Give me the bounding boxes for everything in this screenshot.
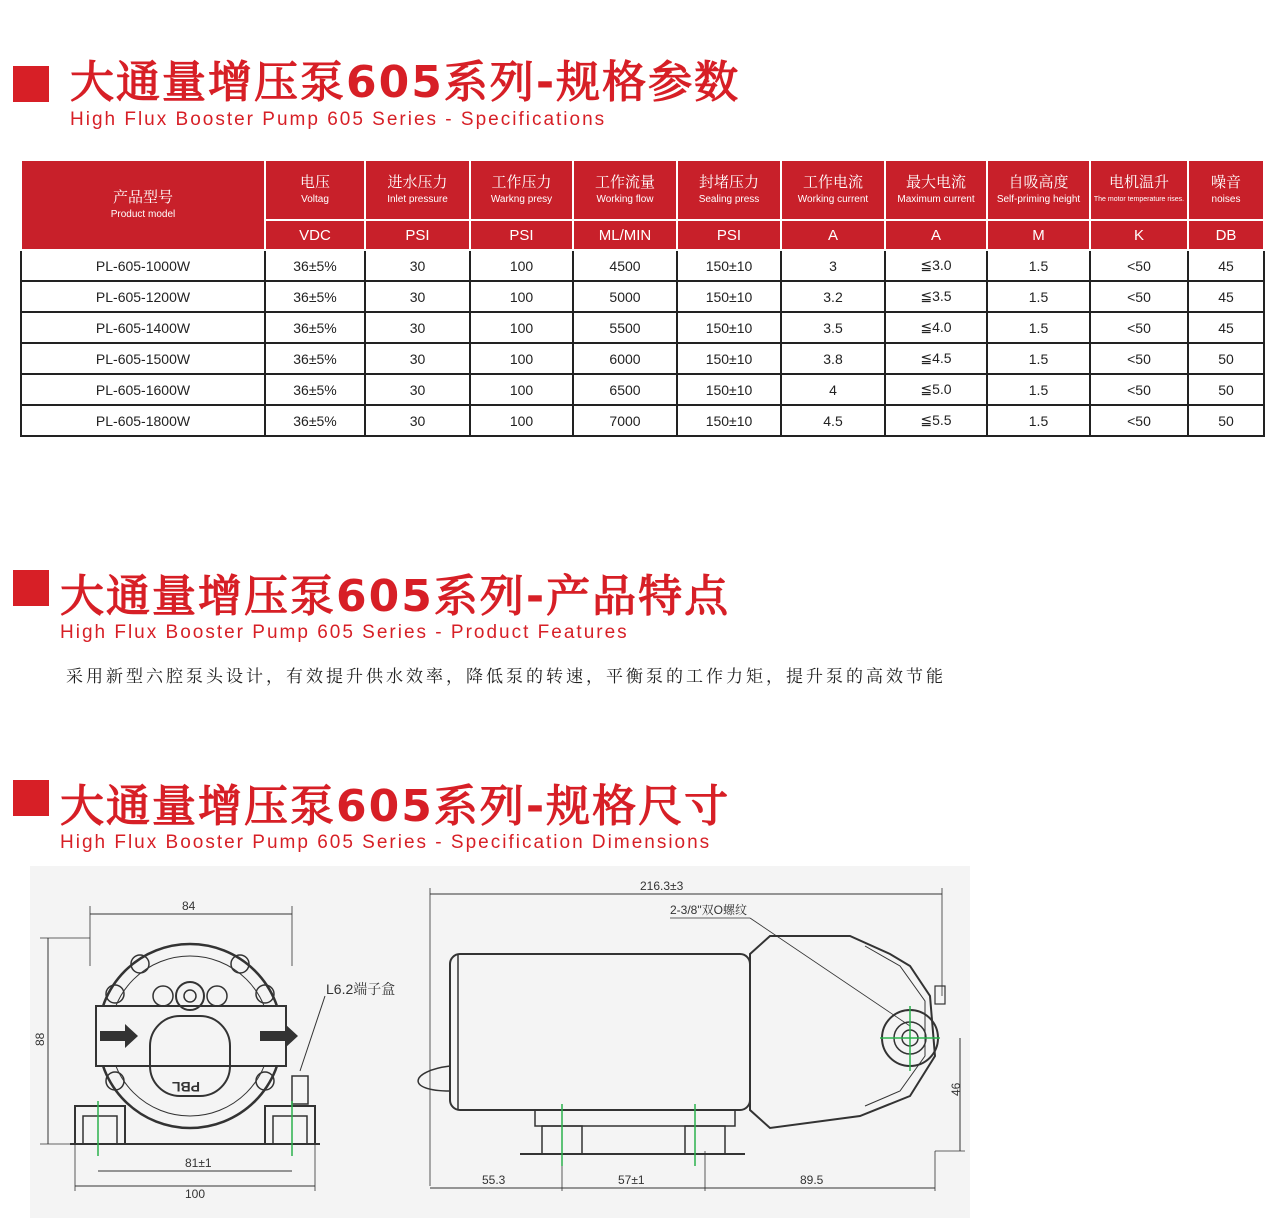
table-cell: 30	[365, 312, 470, 343]
table-row	[21, 343, 1264, 374]
column-unit: K	[1090, 220, 1188, 250]
table-cell: 1.5	[987, 312, 1090, 343]
column-header-en: Voltag	[301, 194, 329, 205]
column-unit: A	[781, 220, 885, 250]
table-cell: 45	[1188, 281, 1264, 312]
column-header-en: Product model	[110, 209, 176, 220]
table-cell: 30	[365, 374, 470, 405]
column-unit: PSI	[365, 220, 470, 250]
table-cell: 4	[781, 374, 885, 405]
table-cell: 50	[1188, 343, 1264, 374]
dim-side-length: 216.3±3	[640, 879, 684, 893]
table-cell: 5500	[573, 312, 677, 343]
column-header	[265, 160, 365, 220]
table-cell: 45	[1188, 312, 1264, 343]
column-header	[573, 160, 677, 220]
table-cell: <50	[1090, 343, 1188, 374]
table-cell: PL-605-1800W	[21, 405, 265, 436]
dim-front-width-bottom: 100	[185, 1187, 206, 1201]
column-header	[365, 160, 470, 220]
table-cell: PL-605-1400W	[21, 312, 265, 343]
table-cell: 3.2	[781, 281, 885, 312]
column-header-cn: 工作压力	[491, 174, 552, 191]
column-unit: DB	[1188, 220, 1264, 250]
column-header	[885, 160, 987, 220]
column-header-en: Self-priming height	[996, 194, 1081, 205]
column-header-en: Working flow	[596, 194, 654, 205]
table-row	[21, 281, 1264, 312]
dimension-drawing-svg	[30, 866, 970, 1218]
column-header	[470, 160, 573, 220]
features-description: 采用新型六腔泵头设计，有效提升供水效率，降低泵的转速，平衡泵的工作力矩，提升泵的高效节能	[66, 667, 946, 687]
column-header-en: Sealing press	[698, 194, 760, 205]
table-cell: 45	[1188, 250, 1264, 281]
table-cell: <50	[1090, 405, 1188, 436]
column-header-cn: 噪音	[1210, 174, 1241, 191]
section-title-cn: 大通量增压泵605系列-规格尺寸	[60, 781, 731, 832]
column-unit: PSI	[470, 220, 573, 250]
table-cell: 150±10	[677, 281, 781, 312]
section-title-cn: 大通量增压泵605系列-产品特点	[60, 571, 731, 622]
column-header-cn: 工作流量	[594, 174, 655, 191]
table-cell: 36±5%	[265, 405, 365, 436]
spec-table	[20, 159, 1265, 437]
section-title-en: High Flux Booster Pump 605 Series - Specifications	[70, 109, 607, 130]
table-cell: 100	[470, 281, 573, 312]
column-header	[781, 160, 885, 220]
column-header-cn: 工作电流	[802, 174, 863, 191]
table-cell: 36±5%	[265, 281, 365, 312]
table-cell: 36±5%	[265, 343, 365, 374]
table-cell: 36±5%	[265, 374, 365, 405]
front-view	[40, 906, 325, 1191]
column-header	[987, 160, 1090, 220]
column-header	[677, 160, 781, 220]
table-cell: 3.5	[781, 312, 885, 343]
table-cell: 100	[470, 250, 573, 281]
dim-front-height: 88	[33, 1032, 47, 1046]
table-cell: 6000	[573, 343, 677, 374]
column-header-en: Warkng presy	[490, 194, 553, 205]
table-cell: 1.5	[987, 405, 1090, 436]
table-cell: 3	[781, 250, 885, 281]
table-cell: PL-605-1500W	[21, 343, 265, 374]
column-header-cn: 自吸高度	[1008, 174, 1069, 191]
column-header	[21, 160, 265, 250]
column-header-cn: 电机温升	[1108, 174, 1169, 191]
table-cell: 100	[470, 343, 573, 374]
column-unit: PSI	[677, 220, 781, 250]
table-cell: 100	[470, 405, 573, 436]
table-cell: PL-605-1000W	[21, 250, 265, 281]
table-cell: 30	[365, 281, 470, 312]
table-cell: 6500	[573, 374, 677, 405]
table-cell: 50	[1188, 405, 1264, 436]
table-cell: ≦3.0	[885, 250, 987, 281]
section-title-en: High Flux Booster Pump 605 Series - Product Features	[60, 622, 629, 643]
table-cell: 1.5	[987, 374, 1090, 405]
column-header-cn: 电压	[299, 174, 330, 191]
column-header-cn: 封堵压力	[698, 174, 759, 191]
table-cell: ≦4.5	[885, 343, 987, 374]
table-cell: 150±10	[677, 250, 781, 281]
section-marker	[13, 780, 49, 816]
table-cell: 30	[365, 250, 470, 281]
terminal-label: L6.2端子盒	[326, 981, 396, 997]
pump-logo: PBL	[172, 1079, 200, 1095]
table-cell: 1.5	[987, 250, 1090, 281]
table-cell: 150±10	[677, 312, 781, 343]
column-header-en: The motor temperature rises.	[1093, 196, 1185, 203]
column-unit: VDC	[265, 220, 365, 250]
table-row	[21, 374, 1264, 405]
dim-side-3: 89.5	[800, 1173, 824, 1187]
table-cell: <50	[1090, 312, 1188, 343]
table-cell: PL-605-1600W	[21, 374, 265, 405]
table-cell: 100	[470, 374, 573, 405]
table-cell: 36±5%	[265, 312, 365, 343]
table-cell: 30	[365, 405, 470, 436]
section-marker	[13, 66, 49, 102]
section-title-cn: 大通量增压泵605系列-规格参数	[70, 57, 741, 108]
table-cell: ≦5.5	[885, 405, 987, 436]
dim-front-mount: 81±1	[185, 1156, 212, 1170]
table-cell: 50	[1188, 374, 1264, 405]
column-unit: A	[885, 220, 987, 250]
table-cell: PL-605-1200W	[21, 281, 265, 312]
table-cell: <50	[1090, 250, 1188, 281]
table-cell: <50	[1090, 374, 1188, 405]
thread-label: 2-3/8"双O螺纹	[670, 903, 747, 917]
table-row	[21, 405, 1264, 436]
column-header-cn: 最大电流	[905, 174, 966, 191]
table-cell: 1.5	[987, 343, 1090, 374]
table-cell: 150±10	[677, 405, 781, 436]
section-title-en: High Flux Booster Pump 605 Series - Specification Dimensions	[60, 832, 712, 853]
table-cell: 5000	[573, 281, 677, 312]
table-cell: <50	[1090, 281, 1188, 312]
table-cell: ≦4.0	[885, 312, 987, 343]
column-header	[1090, 160, 1188, 220]
dim-side-2: 57±1	[618, 1173, 645, 1187]
table-cell: 30	[365, 343, 470, 374]
column-header-en: noises	[1211, 194, 1241, 205]
column-header-en: Maximum current	[897, 194, 975, 205]
table-cell: 7000	[573, 405, 677, 436]
table-cell: 150±10	[677, 374, 781, 405]
column-unit: ML/MIN	[573, 220, 677, 250]
dimension-drawing	[30, 866, 970, 1218]
column-header-en: Inlet pressure	[387, 194, 448, 205]
section-marker	[13, 570, 49, 606]
table-cell: 100	[470, 312, 573, 343]
table-row	[21, 312, 1264, 343]
table-cell: ≦3.5	[885, 281, 987, 312]
dim-side-1: 55.3	[482, 1173, 506, 1187]
column-header-en: Working current	[797, 194, 869, 205]
table-cell: 3.8	[781, 343, 885, 374]
column-header-cn: 进水压力	[387, 174, 448, 191]
table-row	[21, 250, 1264, 281]
table-cell: ≦5.0	[885, 374, 987, 405]
table-cell: 150±10	[677, 343, 781, 374]
side-view	[418, 888, 965, 1191]
table-cell: 4.5	[781, 405, 885, 436]
column-header	[1188, 160, 1264, 220]
column-unit: M	[987, 220, 1090, 250]
dim-front-width-top: 84	[182, 899, 196, 913]
table-cell: 4500	[573, 250, 677, 281]
column-header-cn: 产品型号	[112, 189, 173, 206]
table-cell: 1.5	[987, 281, 1090, 312]
table-cell: 36±5%	[265, 250, 365, 281]
dim-side-height: 46	[949, 1082, 963, 1096]
